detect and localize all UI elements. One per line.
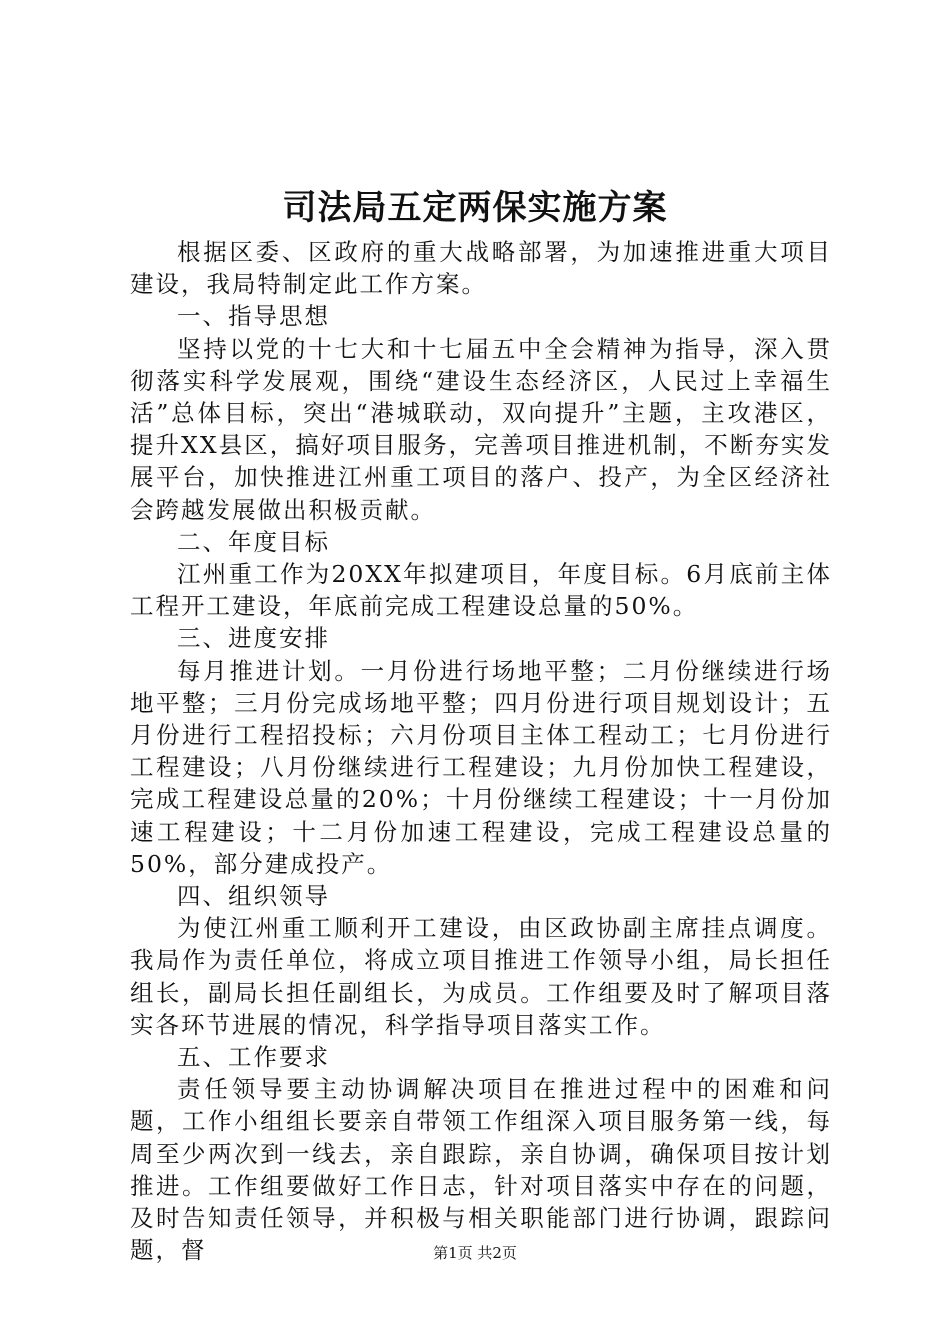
document-title: 司法局五定两保实施方案 — [282, 188, 668, 228]
section-heading-organization: 四、组织领导 — [177, 882, 330, 911]
requirements-paragraph: 责任领导要主动协调解决项目在推进过程中的困难和问题，工作小组组长要亲自带领工作组深入项目服务第一线，每周至少两次到一线去，亲自跟踪，亲自协调，确保项目按计划推进。工作组要做好工作日志，针对项目落实中存在的问题，及时告知责任领导，并积极与相关职能部门进行协调，跟踪问题，督 — [130, 1075, 832, 1265]
section-heading-annual-goal: 二、年度目标 — [177, 527, 330, 556]
intro-paragraph: 根据区委、区政府的重大战略部署，为加速推进重大项目建设，我局特制定此工作方案。 — [130, 238, 832, 299]
page-indicator: 第1页 共2页 — [433, 1244, 517, 1262]
organization-paragraph: 为使江州重工顺利开工建设，由区政协副主席挂点调度。我局作为责任单位，将成立项目推进工作领导小组，局长担任组长，副局长担任副组长，为成员。工作组要及时了解项目落实各环节进展的情况，科学指导项目落实工作。 — [130, 914, 832, 1039]
section-heading-guiding-ideology: 一、指导思想 — [177, 302, 330, 331]
guiding-ideology-paragraph: 坚持以党的十七大和十七届五中全会精神为指导，深入贯彻落实科学发展观，围绕“建设生态经济区，人民过上幸福生活”总体目标，突出“港城联动，双向提升”主题，主攻港区，提升XX县区，搞好项目服务，完善项目推进机制，不断夯实发展平台，加快推进江州重工项目的落户、投产，为全区经济社会跨越发展做出积极贡献。 — [130, 334, 832, 524]
annual-goal-paragraph: 江州重工作为20XX年拟建项目，年度目标。6月底前主体工程开工建设，年底前完成工程建设总量的50%。 — [130, 560, 832, 621]
document-body — [130, 236, 832, 1267]
schedule-paragraph: 每月推进计划。一月份进行场地平整；二月份继续进行场地平整；三月份完成场地平整；四月份进行项目规划设计；五月份进行工程招投标；六月份项目主体工程动工；七月份进行工程建设；八月份继续进行工程建设；九月份加快工程建设，完成工程建设总量的20%；十月份继续工程建设；十一月份加速工程建设；十二月份加速工程建设，完成工程建设总量的50%，部分建成投产。 — [130, 656, 832, 878]
section-heading-schedule: 三、进度安排 — [177, 624, 330, 653]
section-heading-requirements: 五、工作要求 — [177, 1043, 330, 1072]
